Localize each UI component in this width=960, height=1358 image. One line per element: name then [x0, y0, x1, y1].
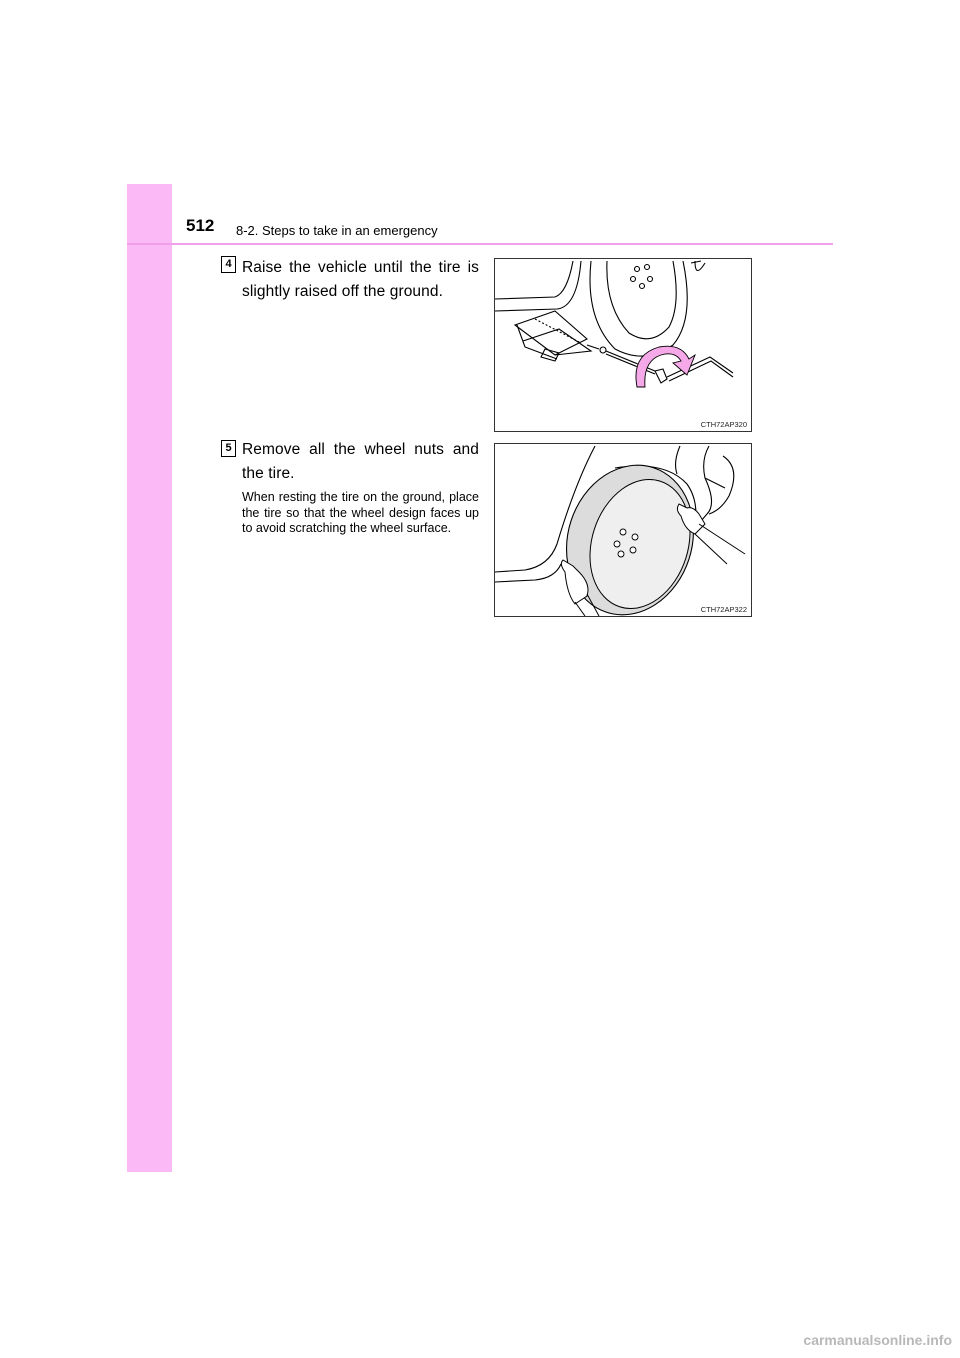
section-title: 8-2. Steps to take in an emergency [236, 223, 438, 238]
tire-removal-illustration [494, 443, 752, 617]
step-4-badge: 4 [221, 256, 236, 273]
figure-code: CTH72AP320 [700, 420, 747, 429]
figure-code: CTH72AP322 [700, 605, 747, 614]
header-divider [127, 243, 833, 245]
watermark: carmanualsonline.info [803, 1332, 952, 1348]
step-5-note: When resting the tire on the ground, place the tire so that the wheel design faces up to avoid scratching the wheel surface. [242, 490, 479, 535]
jack-raising-illustration [494, 258, 752, 432]
tire-drawing [495, 444, 751, 616]
step-5-text: Remove all the wheel nuts and the tire. [242, 441, 479, 482]
page-number: 512 [186, 216, 215, 235]
jack-drawing [495, 259, 751, 431]
sidebar-tab [127, 184, 172, 1172]
step-4-text: Raise the vehicle until the tire is slightly raised off the ground. [242, 259, 479, 300]
step-5-badge: 5 [221, 440, 236, 457]
